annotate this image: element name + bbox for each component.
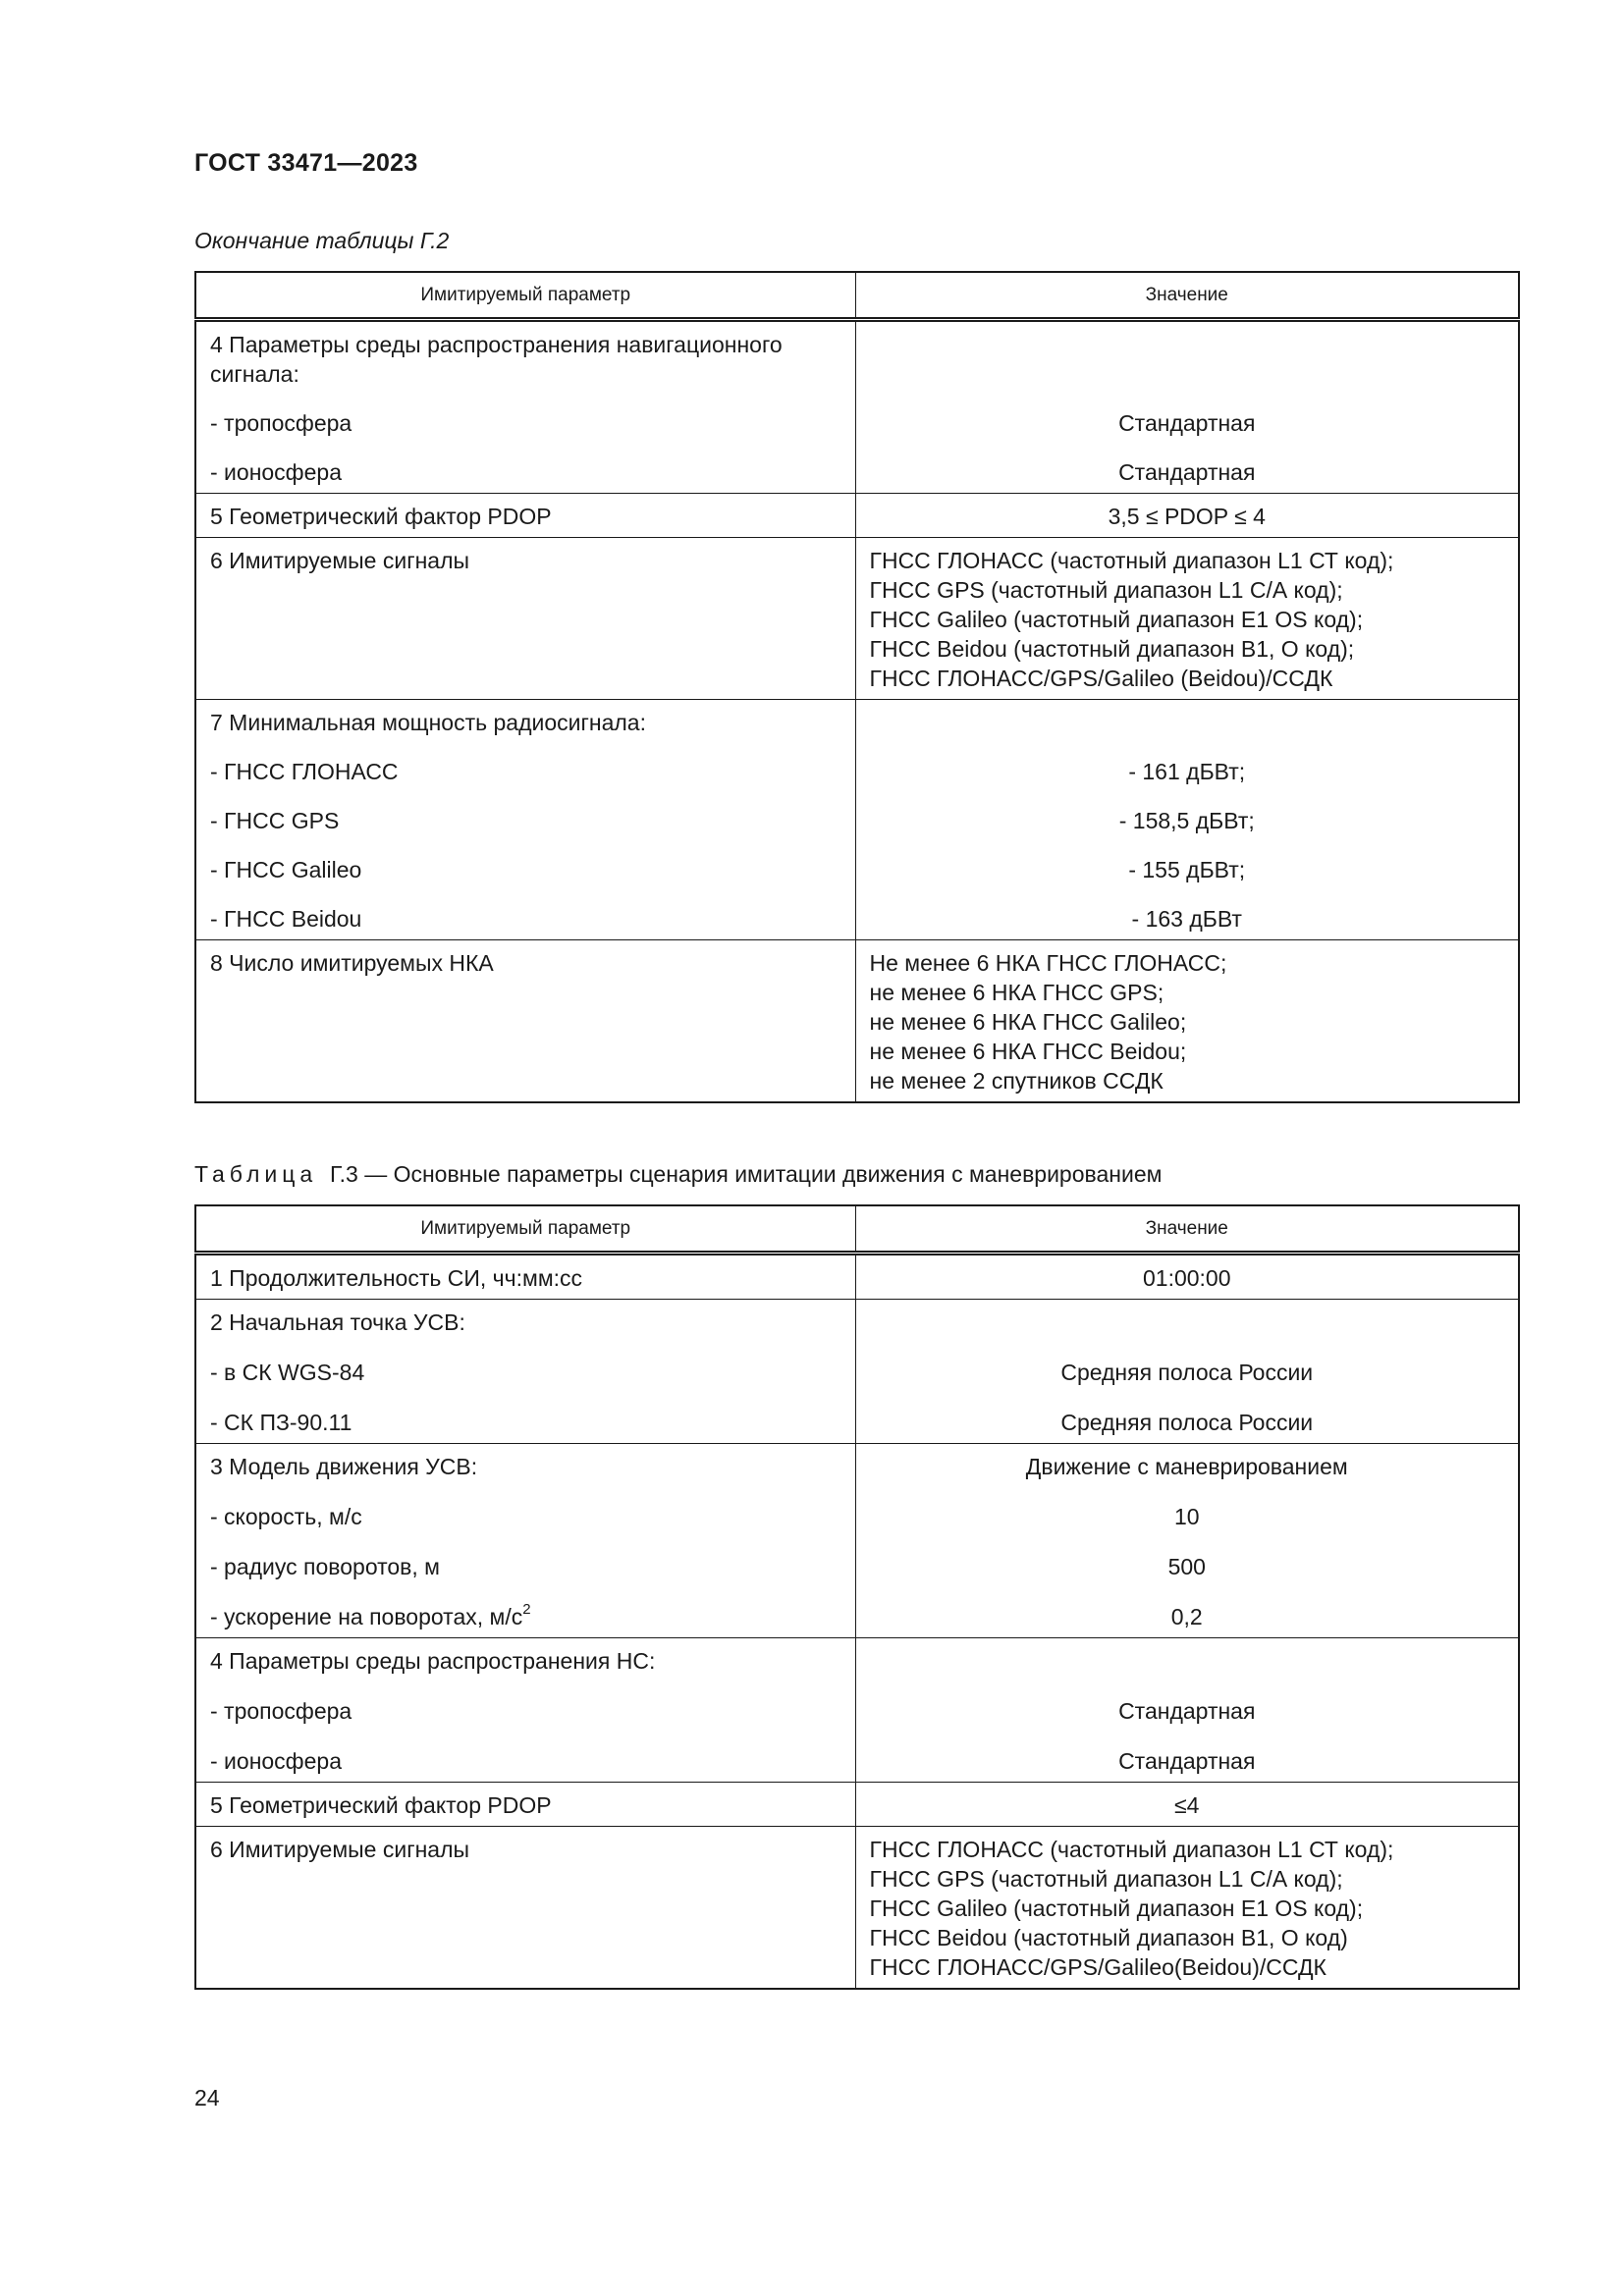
- param-line: - СК ПЗ-90.11: [210, 1410, 352, 1435]
- value-cell: [855, 1300, 1519, 1444]
- table-g2-caption: Окончание таблицы Г.2: [194, 228, 450, 253]
- value-spacer: [870, 1646, 1505, 1676]
- value-cell: [855, 1254, 1519, 1300]
- value-line: ГНСС Beidou (частотный диапазон B1, O код);: [869, 636, 1355, 662]
- param-cell: [195, 1254, 855, 1300]
- table-header-row: [195, 1205, 1519, 1254]
- table-g3-caption: [194, 1161, 1162, 1188]
- column-header-param: Имитируемый параметр: [195, 1205, 855, 1254]
- param-line: - ГНСС GPS: [210, 808, 340, 833]
- value-line: ГНСС GPS (частотный диапазон L1 С/А код);: [869, 1866, 1343, 1892]
- value-line: - 163 дБВт: [1131, 906, 1242, 932]
- param-line: 6 Имитируемые сигналы: [210, 1837, 470, 1862]
- value-line: 3,5 ≤ PDOP ≤ 4: [1108, 504, 1266, 529]
- value-cell: [855, 1783, 1519, 1827]
- value-line: Стандартная: [1118, 410, 1256, 436]
- value-line: Средняя полоса России: [1060, 1360, 1314, 1385]
- param-line: - в СК WGS-84: [210, 1360, 365, 1385]
- value-line: - 155 дБВт;: [1128, 857, 1246, 882]
- param-cell: [195, 1300, 855, 1444]
- param-line: 5 Геометрический фактор PDOP: [210, 504, 552, 529]
- param-line: 3 Модель движения УСВ:: [210, 1454, 478, 1479]
- column-header-param: Имитируемый параметр: [195, 272, 855, 320]
- table-title: Г.3 — Основные параметры сценария имитации движения с маневрированием: [329, 1161, 1163, 1187]
- value-line: Не менее 6 НКА ГНСС ГЛОНАСС;: [869, 950, 1227, 976]
- value-line: Средняя полоса России: [1060, 1410, 1314, 1435]
- table-row: [195, 1638, 1519, 1783]
- param-line: 6 Имитируемые сигналы: [210, 548, 470, 573]
- param-cell: [195, 940, 855, 1103]
- value-cell: [855, 940, 1519, 1103]
- param-line: [210, 1602, 841, 1631]
- value-spacer: [870, 359, 1505, 389]
- param-cell: [195, 320, 855, 494]
- param-line: - ионосфера: [210, 459, 342, 485]
- table-row: [195, 1444, 1519, 1638]
- table-header-row: [195, 272, 1519, 320]
- param-line: - тропосфера: [210, 410, 352, 436]
- param-line: 8 Число имитируемых НКА: [210, 950, 494, 976]
- param-cell: [195, 700, 855, 940]
- param-line: - ионосфера: [210, 1748, 342, 1774]
- table-row: [195, 1827, 1519, 1990]
- param-line: 2 Начальная точка УСВ:: [210, 1309, 465, 1335]
- param-line: 1 Продолжительность СИ, чч:мм:сс: [210, 1265, 583, 1291]
- table-row: [195, 494, 1519, 538]
- value-line: 01:00:00: [1142, 1265, 1231, 1291]
- value-cell: [855, 494, 1519, 538]
- value-line: не менее 6 НКА ГНСС Galileo;: [869, 1009, 1187, 1035]
- value-line: 500: [1167, 1554, 1206, 1579]
- value-line: 10: [1173, 1504, 1200, 1529]
- value-line: Движение с маневрированием: [1025, 1454, 1348, 1479]
- table-g2: [194, 271, 1520, 1103]
- param-line: - ГНСС Beidou: [210, 906, 362, 932]
- column-header-value: Значение: [855, 272, 1519, 320]
- value-spacer: [870, 1308, 1505, 1337]
- value-line: не менее 2 спутников ССДК: [869, 1068, 1164, 1094]
- superscript: 2: [522, 1601, 531, 1619]
- param-line: 4 Параметры среды распространения НС:: [210, 1648, 656, 1674]
- table-row: [195, 700, 1519, 940]
- param-line: - скорость, м/с: [210, 1504, 362, 1529]
- param-line: 4 Параметры среды распространения навигационного сигнала:: [210, 332, 783, 387]
- param-line: - ГНСС ГЛОНАСС: [210, 759, 399, 784]
- value-spacer: [870, 708, 1505, 737]
- table-row: [195, 538, 1519, 700]
- value-cell: [855, 1638, 1519, 1783]
- param-line: 7 Минимальная мощность радиосигнала:: [210, 710, 646, 735]
- value-line: ГНСС ГЛОНАСС/GPS/Galileo(Beidou)/ССДК: [869, 1954, 1326, 1980]
- value-line: ГНСС ГЛОНАСС (частотный диапазон L1 СТ код);: [869, 548, 1394, 573]
- value-line: ГНСС GPS (частотный диапазон L1 С/А код);: [869, 577, 1343, 603]
- value-line: Стандартная: [1118, 1698, 1256, 1724]
- table-row: [195, 1254, 1519, 1300]
- value-cell: [855, 1444, 1519, 1638]
- value-line: 0,2: [1170, 1604, 1203, 1629]
- value-line: ГНСС Galileo (частотный диапазон E1 OS код);: [869, 607, 1364, 632]
- param-cell: [195, 1827, 855, 1990]
- value-cell: [855, 320, 1519, 494]
- value-line: Стандартная: [1118, 459, 1256, 485]
- value-line: ГНСС ГЛОНАСС/GPS/Galileo (Beidou)/ССДК: [869, 666, 1333, 691]
- table-row: [195, 940, 1519, 1103]
- table-row: [195, 1300, 1519, 1444]
- value-line: Стандартная: [1118, 1748, 1256, 1774]
- table-g3: [194, 1204, 1520, 1990]
- value-cell: [855, 538, 1519, 700]
- table-label: Таблица: [194, 1161, 318, 1187]
- column-header-value: Значение: [855, 1205, 1519, 1254]
- value-line: не менее 6 НКА ГНСС GPS;: [869, 980, 1164, 1005]
- table-row: [195, 1783, 1519, 1827]
- value-cell: [855, 1827, 1519, 1990]
- value-cell: [855, 700, 1519, 940]
- param-line: - ГНСС Galileo: [210, 857, 362, 882]
- param-line: - радиус поворотов, м: [210, 1554, 440, 1579]
- value-line: ГНСС Galileo (частотный диапазон E1 OS код);: [869, 1896, 1364, 1921]
- page-number: 24: [194, 2085, 220, 2110]
- param-cell: [195, 1638, 855, 1783]
- standard-designation: ГОСТ 33471—2023: [194, 149, 418, 177]
- value-line: ≤4: [1174, 1792, 1200, 1818]
- param-text: - ускорение на поворотах, м/с: [210, 1604, 523, 1629]
- value-line: - 158,5 дБВт;: [1118, 808, 1255, 833]
- param-line: - тропосфера: [210, 1698, 352, 1724]
- param-cell: [195, 494, 855, 538]
- value-spacer: [870, 330, 1505, 359]
- param-cell: [195, 1444, 855, 1638]
- table-row: [195, 320, 1519, 494]
- param-cell: [195, 538, 855, 700]
- value-line: - 161 дБВт;: [1128, 759, 1246, 784]
- value-line: не менее 6 НКА ГНСС Beidou;: [869, 1039, 1187, 1064]
- param-line: 5 Геометрический фактор PDOP: [210, 1792, 552, 1818]
- value-line: ГНСС Beidou (частотный диапазон B1, O код): [869, 1925, 1348, 1950]
- param-cell: [195, 1783, 855, 1827]
- value-line: ГНСС ГЛОНАСС (частотный диапазон L1 СТ код);: [869, 1837, 1394, 1862]
